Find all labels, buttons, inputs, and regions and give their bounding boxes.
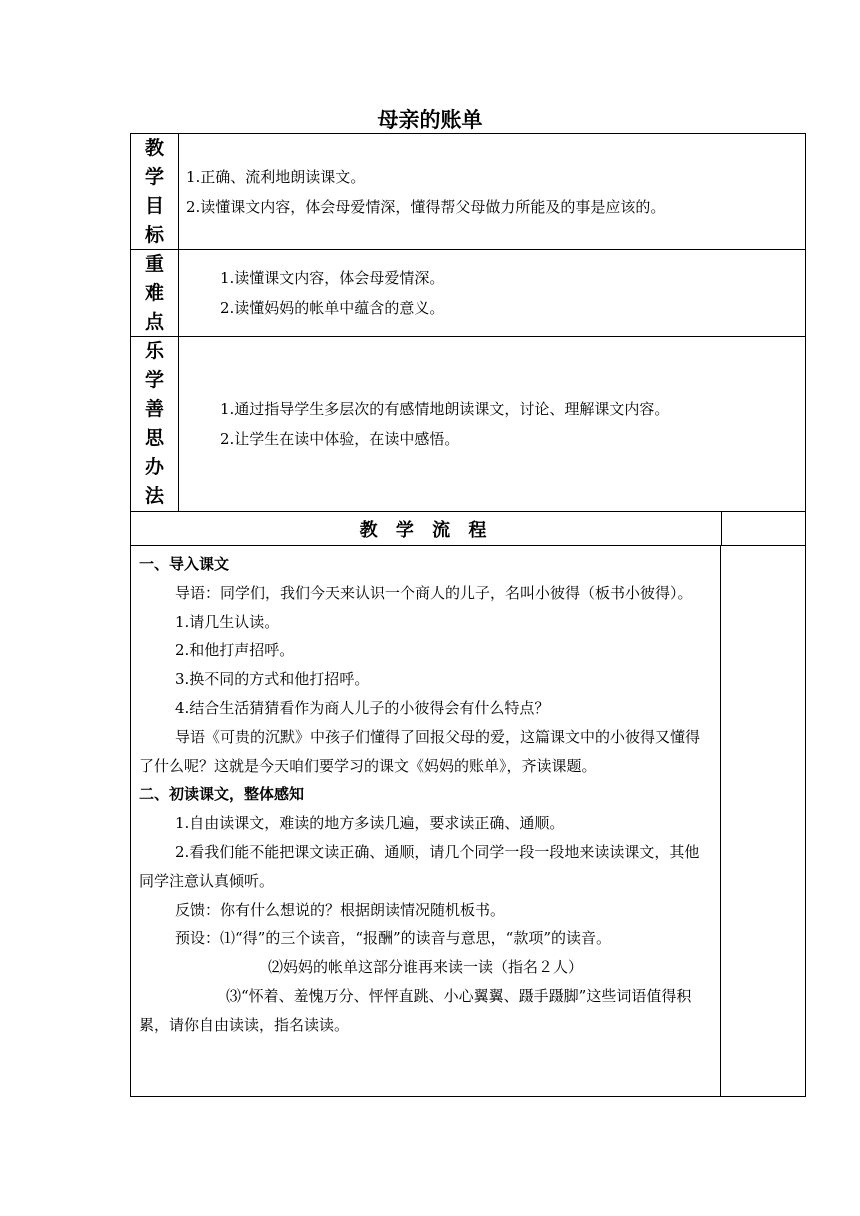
flow-heading: 教 学 流 程 (131, 512, 722, 545)
paragraph: 导语：同学们，我们今天来认识一个商人的儿子，名叫小彼得（板书小彼得）。 (175, 583, 693, 602)
key-points-row (130, 249, 806, 337)
flow-body-row (130, 545, 806, 1097)
paragraph: 2.看我们能不能把课文读正确、通顺，请几个同学一段一段地来读读课文，其他同学注意认真倾听。 (139, 842, 700, 890)
section-heading: 二、初读课文，整体感知 (139, 785, 305, 804)
methods-row (130, 336, 806, 512)
paragraph: 导语《可贵的沉默》中孩子们懂得了回报父母的爱，这篇课文中的小彼得又懂得了什么呢？这就是今天咱们要学习的课文《妈妈的账单》，齐读课题。 (139, 727, 701, 775)
section-heading: 一、导入课文 (139, 555, 230, 573)
paragraph: 3.换不同的方式和他打招呼。 (175, 670, 370, 689)
goal-item: 1.正确、流利地朗读课文。 (186, 167, 366, 186)
goals-label (131, 134, 179, 249)
paragraph: ⑵妈妈的帐单这部分谁再来读一读（指名２人） (267, 958, 583, 977)
flow-header-row (130, 511, 806, 546)
methods-content (178, 337, 805, 511)
paragraph: 4.结合生活猜猜看作为商人儿子的小彼得会有什么特点？ (175, 698, 550, 717)
key-point-item: 1.读懂课文内容，体会母爱情深。 (220, 269, 445, 287)
label-char: 办 (144, 456, 164, 478)
key-points-content (178, 250, 805, 336)
label-char: 难 (144, 281, 164, 304)
paragraph: ⑶“怀着、羞愧万分、怦怦直跳、小心翼翼、蹑手蹑脚”这些词语值得积累，请你自由读读，指名读读。 (139, 986, 692, 1034)
label-char: 乐 (144, 340, 164, 362)
goals-row (130, 133, 806, 250)
label-char: 法 (144, 485, 164, 507)
paragraph: 预设：⑴“得”的三个读音，“报酬”的读音与意思，“款项”的读音。 (175, 929, 612, 948)
paragraph: 2.和他打声招呼。 (175, 641, 295, 660)
label-char: 善 (144, 398, 164, 420)
label-char: 目 (144, 194, 164, 217)
label-char: 教 (144, 136, 164, 159)
goals-content (178, 134, 805, 249)
label-char: 学 (144, 165, 164, 188)
goal-item: 2.读懂课文内容，体会母爱情深，懂得帮父母做力所能及的事是应该的。 (186, 197, 666, 216)
label-char: 点 (144, 310, 164, 333)
paragraph: 反馈：你有什么想说的？根据朗读情况随机板书。 (175, 900, 506, 919)
paragraph: 1.自由读课文，难读的地方多读几遍，要求读正确、通顺。 (175, 814, 565, 833)
key-point-item: 2.读懂妈妈的帐单中蕴含的意义。 (220, 299, 445, 317)
flow-body (131, 546, 721, 1096)
label-char: 学 (144, 369, 164, 391)
label-char: 重 (144, 252, 164, 275)
label-char: 标 (144, 223, 164, 246)
key-points-label (131, 250, 179, 336)
page-title: 母亲的账单 (377, 108, 483, 132)
paragraph: 1.请几生认读。 (175, 612, 280, 631)
method-item: 1.通过指导学生多层次的有感情地朗读课文，讨论、理解课文内容。 (220, 400, 670, 418)
methods-label (131, 337, 179, 511)
label-char: 思 (144, 427, 164, 449)
method-item: 2.让学生在读中体验，在读中感悟。 (220, 430, 460, 448)
